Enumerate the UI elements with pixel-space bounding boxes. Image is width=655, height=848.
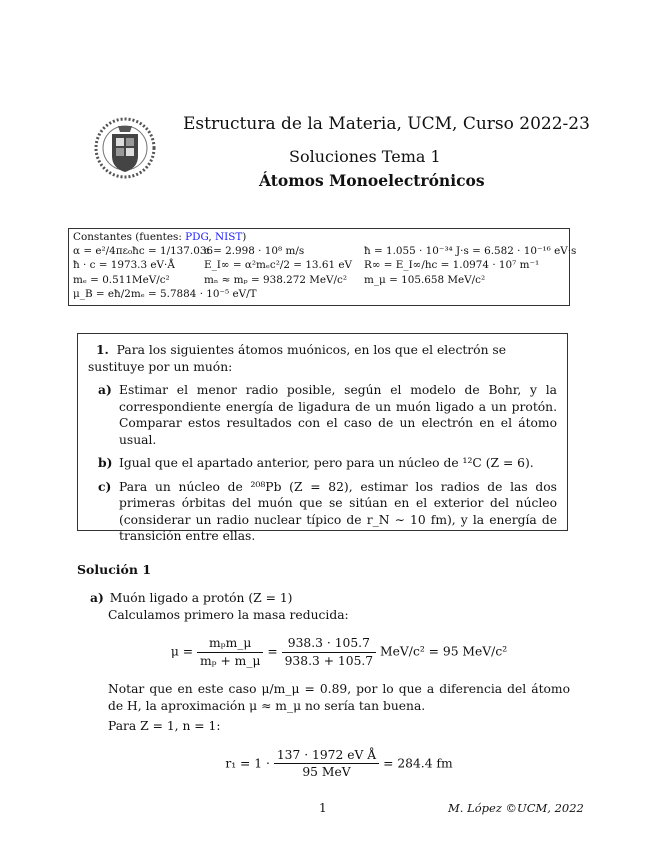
problem-number: 1. <box>96 342 109 357</box>
problem-box <box>77 333 568 543</box>
problem-item: b) Igual que el apartado anterior, pero para un núcleo de ¹²C (Z = 6). <box>98 455 534 470</box>
constants-box <box>68 228 577 306</box>
document-title: Estructura de la Materia, UCM, Curso 2022-23 <box>183 114 590 134</box>
nist-link[interactable]: NIST <box>215 231 243 243</box>
solution-paragraph: Notar que en este caso μ/m_μ = 0.89, por lo que a diferencia del átomo de H, la aproximación μ ≈ m_μ no sería tan buena. <box>108 682 570 713</box>
constants-row: μ_B = eħ/2mₑ = 5.7884 · 10⁻⁵ eV/T <box>73 287 257 300</box>
document-subtitle: Soluciones Tema 1 <box>289 147 441 166</box>
constants-row: α = e²/4πε₀ħc = 1/137.036 c = 2.998 · 10⁸ m/s ħ = 1.055 · 10⁻³⁴ J·s = 6.582 · 10⁻¹⁶ eV·s <box>73 245 577 258</box>
equation-reduced-mass: μ = $\frac{\text{mₚm\_μ}}{\text{mₚ + m\_μ}}$ = $\frac{938.3 \cdot 105.7}{938.3 + 105.7}$ MeV/c² = 95 MeV/c² <box>170 636 508 668</box>
constants-label: Constantes (fuentes: PDG, NIST) <box>73 231 247 243</box>
pdg-link[interactable]: PDG <box>185 231 209 243</box>
problem-item: c) Para un núcleo de ²⁰⁸Pb (Z = 82), estimar los radios de las dos primeras órbitas del muón que se sitúan en el exterior del núcleo (considerar un radio nuclear típico de r_N ∼ 10 fm), y la energía de transición entre ellas. <box>98 478 557 543</box>
document-heading: Átomos Monoelectrónicos <box>259 171 485 190</box>
constants-row: mₑ = 0.511MeV/c² mₙ ≈ mₚ = 938.272 MeV/c² m_μ = 105.658 MeV/c² <box>73 273 486 286</box>
solution-heading: Solución 1 <box>77 562 152 577</box>
university-seal-icon <box>94 112 156 184</box>
page-number: 1 <box>319 801 327 815</box>
equation-radius: r₁ = 1 · $\frac{\text{137 · 1972 eV Å}}{\text{95 MeV}}$ = 284.4 fm <box>225 747 453 779</box>
solution-body <box>90 590 570 793</box>
footer-author: M. López ©UCM, 2022 <box>448 801 584 815</box>
solution-paragraph: Para Z = 1, n = 1: <box>108 719 221 733</box>
solution-paragraph: Calculamos primero la masa reducida: <box>108 607 349 622</box>
solution-part-title: a) Muón ligado a protón (Z = 1) <box>90 590 293 605</box>
problem-item: a) Estimar el menor radio posible, según el modelo de Bohr, y la correspondiente energía de ligadura de un muón ligado a un protón. Comparar estos resultados con el caso de un electrón en el átomo usual. <box>98 382 557 447</box>
constants-row: ħ · c = 1973.3 eV·Å E_I∞ = α²mₑc²/2 = 13.61 eV R∞ = E_I∞/hc = 1.0974 · 10⁷ m⁻¹ <box>73 259 540 272</box>
problem-intro: 1. Para los siguientes átomos muónicos, en los que el electrón se sustituye por un muón: <box>88 342 506 374</box>
